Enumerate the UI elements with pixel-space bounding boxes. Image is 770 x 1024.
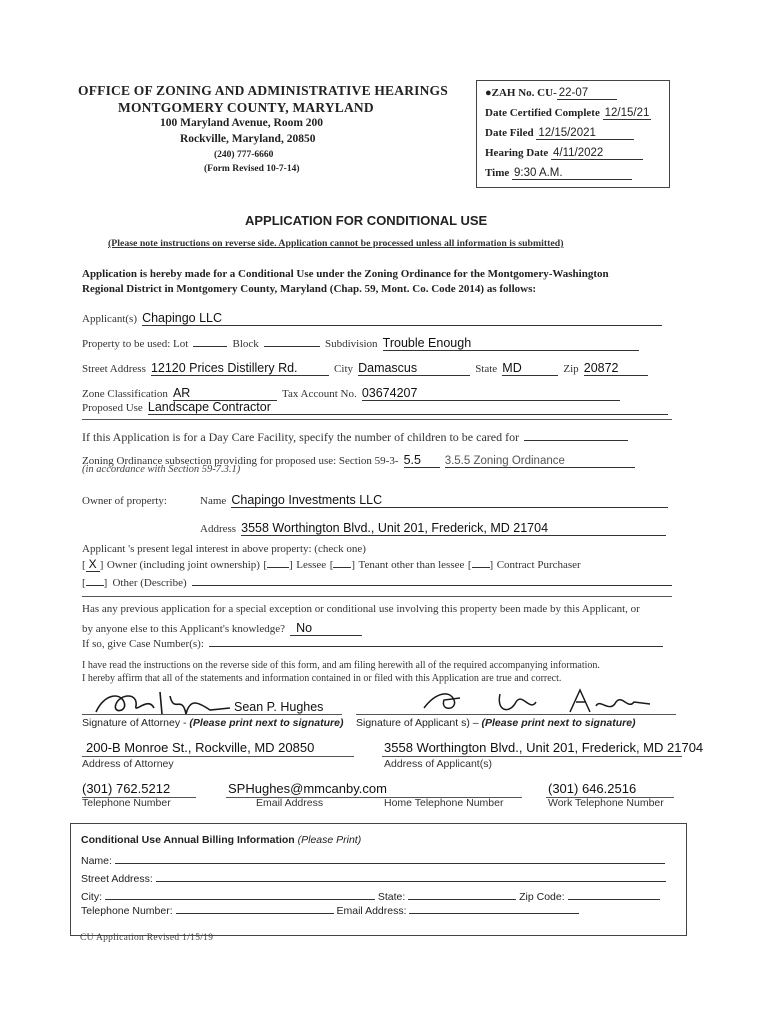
use-label: Proposed Use [82, 402, 143, 414]
certified-row [485, 107, 651, 119]
divider [82, 419, 672, 420]
billing-name-row [81, 854, 665, 867]
owner-checkbox[interactable]: X [86, 557, 100, 572]
tenant-checkbox[interactable] [333, 557, 351, 568]
filed-value[interactable]: 12/15/2021 [536, 127, 634, 140]
certified-value[interactable]: 12/15/21 [604, 107, 650, 119]
tax-field[interactable]: 03674207 [362, 386, 620, 401]
other-option-label: Other (Describe) [112, 577, 187, 589]
county-title: MONTGOMERY COUNTY, MARYLAND [118, 100, 374, 115]
case-number-field[interactable] [209, 635, 663, 647]
billing-city-label: City: [81, 891, 102, 903]
hearing-label: Hearing Date [485, 147, 549, 159]
zah-value[interactable]: 22-07 [557, 87, 617, 100]
attorney-printed-name: Sean P. Hughes [234, 700, 324, 714]
office-address-2: Rockville, Maryland, 20850 [180, 133, 316, 145]
filed-label: Date Filed [485, 127, 534, 139]
owner-option-label: Owner (including joint ownership) [106, 559, 260, 571]
lessee-checkbox[interactable] [267, 557, 289, 568]
billing-name-field[interactable] [115, 854, 665, 864]
billing-title: Conditional Use Annual Billing Information (Please Print) [81, 834, 362, 846]
office-title: OFFICE OF ZONING AND ADMINISTRATIVE HEARINGS [78, 83, 448, 98]
tax-label: Tax Account No. [282, 388, 357, 400]
office-phone: (240) 777-6660 [214, 150, 274, 160]
zah-label: ●ZAH No. CU- [485, 87, 557, 99]
billing-zip-field[interactable] [568, 890, 660, 900]
other-row: [ ] Other (Describe) [82, 571, 672, 590]
billing-city-field[interactable] [105, 890, 375, 900]
block-field[interactable] [264, 335, 320, 347]
owner-name-field[interactable]: Chapingo Investments LLC [231, 493, 668, 508]
state-field[interactable]: MD [502, 361, 558, 376]
applicant-signature-caption: Signature of Applicant s) – (Please print next to signature) [356, 717, 636, 729]
zoning-note: (in accordance with Section 59-7.3.1) [82, 464, 241, 475]
office-address-1: 100 Maryland Avenue, Room 200 [160, 117, 324, 129]
attorney-signature-line [82, 714, 342, 715]
billing-email-field[interactable] [409, 904, 579, 914]
billing-street-label: Street Address: [81, 873, 153, 885]
attorney-address-caption: Address of Attorney [82, 758, 174, 770]
contract-checkbox[interactable] [472, 557, 490, 568]
zone-field[interactable]: AR [173, 386, 277, 401]
time-label: Time [485, 167, 510, 179]
address-row [82, 357, 648, 376]
city-label: City [334, 363, 353, 375]
attorney-phone[interactable]: (301) 762.5212 [82, 781, 171, 796]
applicant-address-line [382, 756, 682, 757]
attorney-phone-caption: Telephone Number [82, 797, 171, 809]
filed-row [485, 127, 634, 140]
affirm-line-2: I hereby affirm that all of the statements and information contained in or filed with this Application are true and correct. [82, 673, 562, 684]
zoning-sub-field[interactable]: 5.5 [404, 453, 440, 468]
state-label: State [475, 363, 498, 375]
other-describe-field[interactable] [192, 575, 672, 586]
billing-zip-label: Zip Code: [519, 891, 565, 903]
daycare-row [82, 426, 628, 445]
daycare-field[interactable] [524, 428, 628, 441]
time-value[interactable]: 9:30 A.M. [512, 167, 632, 180]
intro-line-1: Application is hereby made for a Conditional Use under the Zoning Ordinance for the Montgomery-Washington [82, 268, 609, 280]
work-phone[interactable]: (301) 646.2516 [548, 781, 637, 796]
attorney-address[interactable]: 200-B Monroe St., Rockville, MD 20850 [86, 740, 315, 755]
applicant-row [82, 307, 662, 326]
owner-address-row [200, 517, 666, 536]
footer-revision: CU Application Revised 1/15/19 [80, 933, 214, 943]
case-number-label: If so, give Case Number(s): [82, 638, 204, 650]
zip-field[interactable]: 20872 [584, 361, 648, 376]
other-checkbox[interactable] [86, 575, 104, 586]
zoning-sub-label: Zoning Ordinance subsection providing for proposed use: Section 59-3- [82, 455, 399, 467]
hearing-row [485, 147, 643, 160]
owner-name-row [200, 489, 668, 508]
city-field[interactable]: Damascus [358, 361, 470, 376]
applicant-signature-line [356, 714, 676, 715]
divider [82, 596, 672, 597]
lot-field[interactable] [193, 335, 227, 347]
billing-state-field[interactable] [408, 890, 516, 900]
daycare-label: If this Application is for a Day Care Facility, specify the number of children to be cared for [82, 430, 520, 444]
street-field[interactable]: 12120 Prices Distillery Rd. [151, 361, 329, 376]
contract-option-label: Contract Purchaser [496, 559, 581, 571]
block-label: Block [232, 338, 259, 350]
lot-label: Property to be used: Lot [82, 338, 189, 350]
subdivision-field[interactable]: Trouble Enough [383, 336, 639, 351]
zone-label: Zone Classification [82, 388, 168, 400]
form-title: APPLICATION FOR CONDITIONAL USE [245, 213, 488, 228]
owner-address-field[interactable]: 3558 Worthington Blvd., Unit 201, Frederick, MD 21704 [241, 521, 666, 536]
zoning-ordinance-field[interactable]: 3.5.5 Zoning Ordinance [445, 455, 635, 468]
time-row [485, 167, 632, 180]
previous-answer-field[interactable]: No [290, 621, 362, 636]
zah-number-row [485, 87, 617, 100]
attorney-address-line [82, 756, 354, 757]
billing-street-field[interactable] [156, 872, 666, 882]
property-row [82, 332, 639, 351]
applicant-field[interactable]: Chapingo LLC [142, 311, 662, 326]
applicant-label: Applicant(s) [82, 313, 137, 325]
attorney-signature-caption: Signature of Attorney - (Please print next to signature) [82, 717, 344, 729]
work-phone-caption: Work Telephone Number [548, 797, 664, 809]
street-label: Street Address [82, 363, 146, 375]
owner-address-label: Address [200, 523, 237, 535]
interest-options-row: [ X ] Owner (including joint ownership) [ ] Lessee [ ] Tenant other than lessee [ ] Contract Purchaser [82, 557, 581, 571]
applicant-signature [420, 684, 670, 718]
form-subtitle: (Please note instructions on reverse side. Application cannot be processed unless all information is submitted) [108, 238, 564, 249]
use-field[interactable]: Landscape Contractor [148, 400, 668, 415]
billing-phone-label: Telephone Number: [81, 905, 173, 917]
form-revised: (Form Revised 10-7-14) [204, 164, 300, 174]
email-caption: Email Address [256, 797, 324, 809]
billing-info-box [70, 823, 687, 936]
subdivision-label: Subdivision [324, 338, 378, 350]
previous-question-2: by anyone else to this Applicant's knowledge? [82, 623, 285, 635]
lessee-option-label: Lessee [296, 559, 327, 571]
tenant-option-label: Tenant other than lessee [358, 559, 465, 571]
billing-email-label: Email Address: [336, 905, 407, 917]
owner-name-label: Name [200, 495, 227, 507]
use-row [82, 396, 668, 415]
billing-name-label: Name: [81, 855, 112, 867]
attorney-email[interactable]: SPHughes@mmcanby.com [228, 781, 387, 796]
hearing-value[interactable]: 4/11/2022 [551, 147, 643, 160]
billing-street-row [81, 872, 666, 885]
home-phone-caption: Home Telephone Number [384, 797, 504, 809]
billing-state-label: State: [377, 891, 406, 903]
previous-question-1: Has any previous application for a special exception or conditional use involving this property been made by this Applicant, or [82, 603, 640, 615]
applicant-address[interactable]: 3558 Worthington Blvd., Unit 201, Frederick, MD 21704 [384, 740, 704, 755]
case-number-row [82, 632, 663, 651]
zah-info-box [476, 80, 670, 188]
owner-label: Owner of property: [82, 495, 167, 507]
billing-phone-field[interactable] [176, 904, 334, 914]
intro-line-2: Regional District in Montgomery County, Maryland (Chap. 59, Mont. Co. Code 2014) as follows: [82, 283, 537, 295]
zip-label: Zip [563, 363, 579, 375]
applicant-address-caption: Address of Applicant(s) [384, 758, 492, 770]
billing-phone-row [81, 904, 579, 917]
interest-question: Applicant 's present legal interest in above property: (check one) [82, 543, 366, 555]
affirm-line-1: I have read the instructions on the reverse side of this form, and am filing herewith all of the required accompanying information. [82, 660, 600, 671]
certified-label: Date Certified Complete [485, 107, 600, 119]
owner-row [82, 489, 167, 508]
billing-city-row [81, 890, 660, 903]
